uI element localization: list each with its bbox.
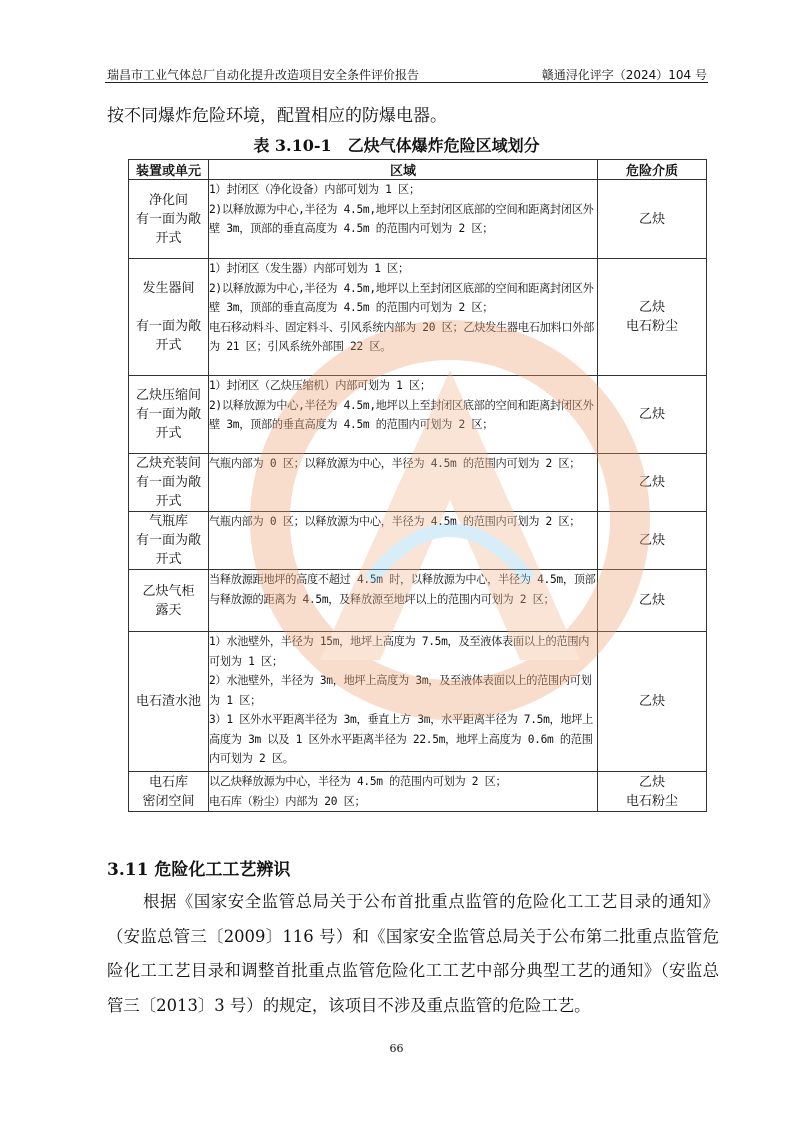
- unit-cell: [129, 259, 209, 376]
- medium-text: 乙炔: [638, 533, 665, 548]
- unit-line: 露天: [155, 602, 182, 618]
- medium-text: 乙炔: [638, 300, 665, 315]
- area-text: 气瓶内部为 0 区；以释放源为中心，半径为 4.5m 的范围内可划为 2 区；: [209, 515, 581, 528]
- table-row: [129, 570, 707, 632]
- area-text: 当释放源距地坪的高度不超过 4.5m 时，以释放源为中心，半径为 4.5m，顶部与释放源的距离为 4.5m，及释放源至地坪以上的范围内可划为 2 区；: [209, 573, 596, 606]
- table-row: [129, 259, 707, 376]
- unit-line: 开式: [155, 494, 182, 509]
- table-row: [129, 632, 707, 772]
- section-paragraph: 根据《国家安全监管总局关于公布首批重点监管的危险化工工艺目录的通知》（安监总管三〔2009〕116 号）和《国家安全监管总局关于公布第二批重点监管危险化工工艺目录和调整首批重点监管危险化工工艺中部分典型工艺的通知》（安监总管三〔2013〕3 号）的规定，该项目不涉及重点监管的危险工艺。: [107, 892, 719, 1015]
- table-row: [129, 180, 707, 259]
- medium-text: 电石粉尘: [625, 793, 678, 809]
- medium-cell: [598, 570, 707, 632]
- table-header-row: [129, 160, 707, 180]
- area-cell: [209, 772, 598, 812]
- unit-line: 密闭空间: [142, 793, 195, 809]
- table-row: [129, 454, 707, 512]
- area-cell: [209, 512, 598, 570]
- unit-cell: [129, 772, 209, 812]
- hazard-zone-table: [128, 159, 707, 812]
- medium-cell: [598, 376, 707, 454]
- intro-text: 按不同爆炸危险环境，配置相应的防爆电器。: [107, 106, 447, 126]
- unit-line: 气瓶库: [148, 514, 188, 529]
- unit-line: 乙炔充装间: [135, 456, 201, 471]
- area-cell: [209, 570, 598, 632]
- area-text: 2)以释放源为中心,半径为 4.5m,地坪以上至封闭区底部的空间和距离封闭区外壁 3m，顶部的垂直高度为 4.5m 的范围内可划为 2 区；: [209, 398, 594, 431]
- table-caption: 表 3.10-1 乙炔气体爆炸危险区域划分: [253, 136, 540, 155]
- section-title: 3.11 危险化工工艺辨识: [107, 860, 291, 880]
- medium-cell: [598, 632, 707, 772]
- unit-line: 开式: [155, 426, 182, 441]
- unit-line: 有一面为敞: [135, 407, 201, 422]
- unit-line: 发生器间: [142, 281, 195, 296]
- medium-text: 乙炔: [638, 593, 665, 608]
- area-text: 1）封闭区（发生器）内部可划为 1 区；: [209, 262, 409, 275]
- area-text: 1）封闭区（净化设备）内部可划为 1 区；: [209, 183, 420, 196]
- area-text: 电石移动料斗、固定料斗、引风系统内部为 20 区；乙炔发生器电石加料口外部为 21 区；引风系统外部围 22 区。: [209, 320, 595, 353]
- medium-cell: [598, 512, 707, 570]
- header-report-number: 赣通浔化评字（2024）104 号: [541, 68, 707, 82]
- area-cell: [209, 632, 598, 772]
- area-text: 2）水池壁外，半径为 3m，地坪上高度为 3m，及至液体表面以上的范围内可划为 1 区；: [209, 674, 592, 707]
- area-cell: [209, 376, 598, 454]
- area-cell: [209, 259, 598, 376]
- medium-text: 乙炔: [638, 774, 665, 790]
- area-text: 气瓶内部为 0 区；以释放源为中心，半径为 4.5m 的范围内可划为 2 区；: [209, 457, 581, 470]
- header-area: 区域: [209, 160, 598, 180]
- unit-line: 乙炔气柜: [142, 583, 195, 599]
- table-row: [129, 772, 707, 812]
- unit-cell: [129, 454, 209, 512]
- area-text: 2)以释放源为中心,半径为 4.5m,地坪以上至封闭区底部的空间和距离封闭区外壁 3m，顶部的垂直高度为 4.5m 的范围内可划为 2 区；: [209, 202, 594, 235]
- unit-cell: [129, 376, 209, 454]
- unit-line: 有一面为敞: [135, 319, 201, 334]
- unit-line: 电石渣水池: [135, 694, 201, 709]
- unit-cell: [129, 180, 209, 259]
- unit-line: 净化间: [148, 192, 188, 208]
- area-text: 电石库（粉尘）内部为 20 区；: [209, 794, 366, 808]
- unit-line: 乙炔压缩间: [135, 388, 201, 403]
- area-text: 以乙炔释放源为中心，半径为 4.5m 的范围内可划为 2 区；: [209, 775, 507, 788]
- medium-cell: [598, 772, 707, 812]
- table-row: [129, 512, 707, 570]
- unit-line: [129, 298, 208, 317]
- header-unit: 装置或单元: [129, 160, 209, 180]
- unit-line: 开式: [155, 552, 182, 567]
- unit-line: 有一面为敞: [135, 475, 201, 490]
- unit-line: 开式: [155, 338, 182, 353]
- unit-cell: [129, 570, 209, 632]
- unit-cell: [129, 512, 209, 570]
- header-medium: 危险介质: [598, 160, 707, 180]
- table-row: [129, 376, 707, 454]
- medium-text: 乙炔: [638, 407, 665, 422]
- area-text: 1）水池壁外，半径为 15m，地坪上高度为 7.5m，及至液体表面以上的范围内可划为 1 区；: [209, 635, 590, 668]
- medium-cell: [598, 454, 707, 512]
- unit-line: 开式: [155, 230, 182, 246]
- medium-text: 乙炔: [638, 475, 665, 490]
- medium-text: 乙炔: [638, 694, 665, 709]
- medium-cell: [598, 180, 707, 259]
- unit-line: 有一面为敞: [135, 533, 201, 548]
- unit-line: 有一面为敞: [135, 211, 201, 227]
- unit-line: 电石库: [148, 774, 188, 790]
- unit-cell: [129, 632, 209, 772]
- area-cell: [209, 454, 598, 512]
- area-text: 2)以释放源为中心,半径为 4.5m,地坪以上至封闭区底部的空间和距离封闭区外壁 3m，顶部的垂直高度为 4.5m 的范围内可划为 2 区；: [209, 281, 594, 314]
- medium-text: 乙炔: [638, 211, 665, 227]
- area-text: 3）1 区外水平距离半径为 3m，垂直上方 3m，水平距离半径为 7.5m，地坪上高度为 3m 以及 1 区外水平距离半径为 22.5m，地坪上高度为 0.6m 的范围内可划为 2 区。: [209, 713, 594, 765]
- area-text: 1）封闭区（乙炔压缩机）内部可划为 1 区；: [209, 379, 431, 392]
- medium-cell: [598, 259, 707, 376]
- page-number: 66: [389, 1042, 404, 1055]
- medium-text: 电石粉尘: [625, 319, 678, 334]
- header-rule: [105, 82, 708, 83]
- area-cell: [209, 180, 598, 259]
- header-report-title: 瑞昌市工业气体总厂自动化提升改造项目安全条件评价报告: [107, 68, 420, 82]
